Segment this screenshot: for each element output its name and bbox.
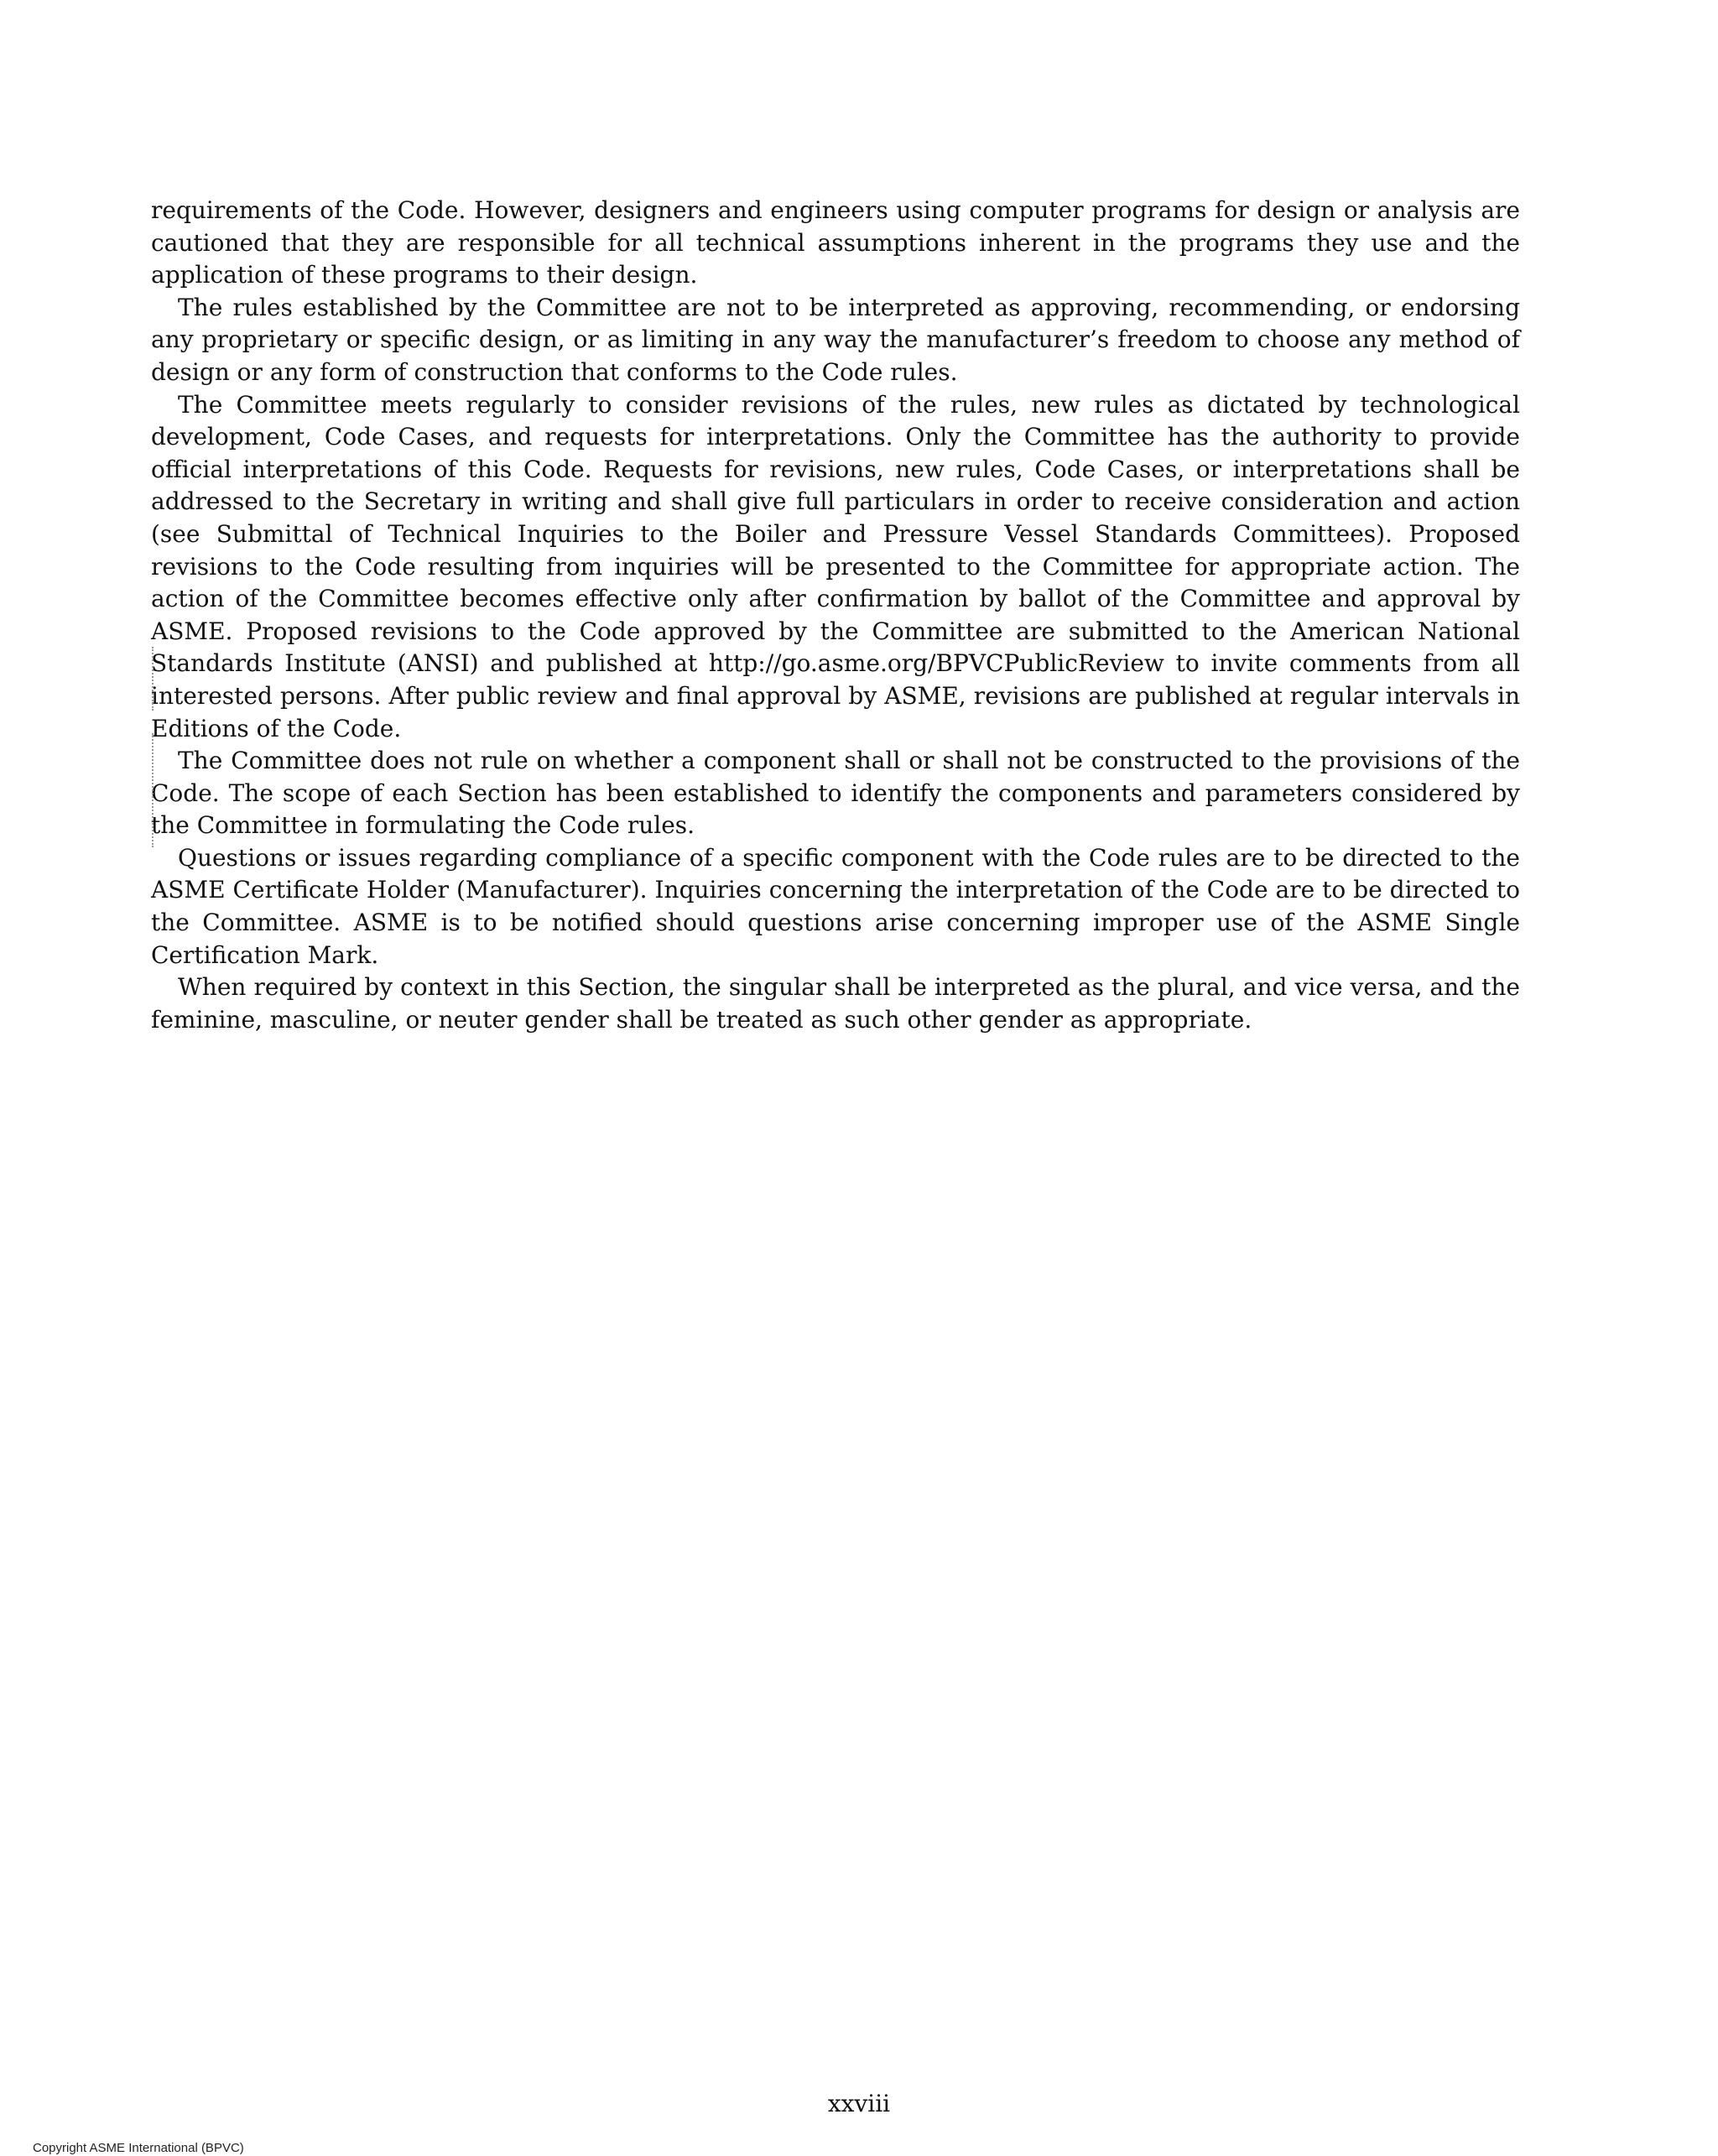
copyright-notice: Copyright ASME International (BPVC) (33, 2141, 244, 2155)
page-number: xxviii (827, 2090, 891, 2117)
revision-change-bar (152, 733, 154, 847)
paragraph-continued: requirements of the Code. However, designers and engineers using computer programs for design or analysis are cautioned that they are responsible for all technical assumptions inherent in the programs they use and the application of these programs to their design. (151, 196, 1520, 289)
body-text (151, 195, 1520, 1036)
paragraph-committee-meetings: The Committee meets regularly to consider revisions of the rules, new rules as dictated by technological development, Code Cases, and requests for interpretations. Only the Committee has the authority to provide official interpretations of this Code. Requests for revisions, new rules, Code Cases, or interpretations shall be addressed to the Secretary in writing and shall give full particulars in order to receive consideration and action (see Submittal of Technical Inquiries to the Boiler and Pressure Vessel Standards Committees). Proposed revisions to the Code resulting from inquiries will be presented to the Committee for appropriate action. The action of the Committee becomes effective only after confirmation by ballot of the Committee and approval by ASME. Proposed revisions to the Code approved by the Committee are submitted to the American National Standards Institute (ANSI) and published at http://go.asme.org/BPVCPublicReview to invite comments from all interested persons. After public review and final approval by ASME, revisions are published at regular intervals in Editions of the Code. (151, 390, 1520, 742)
paragraph-compliance-questions: Questions or issues regarding compliance of a specific component with the Code rules are to be directed to the ASME Certificate Holder (Manufacturer). Inquiries concerning the interpretation of the Code are to be directed to the Committee. ASME is to be notified should questions arise concerning improper use of the ASME Single Certification Mark. (151, 843, 1520, 969)
paragraph-component-rulings: The Committee does not rule on whether a component shall or shall not be constructed to the provisions of the Code. The scope of each Section has been established to identify the components and parameters considered by the Committee in formulating the Code rules. (151, 747, 1520, 840)
paragraph-singular-plural: When required by context in this Section, the singular shall be interpreted as the plural, and vice versa, and the feminine, masculine, or neuter gender shall be treated as such other gender as appropriate. (151, 973, 1520, 1034)
revision-change-bar (152, 647, 154, 711)
paragraph-rules-interpretation: The rules established by the Committee are not to be interpreted as approving, recommending, or endorsing any proprietary or specific design, or as limiting in any way the manufacturer’s freedom to choose any method of design or any form of construction that conforms to the Code rules. (151, 293, 1520, 386)
